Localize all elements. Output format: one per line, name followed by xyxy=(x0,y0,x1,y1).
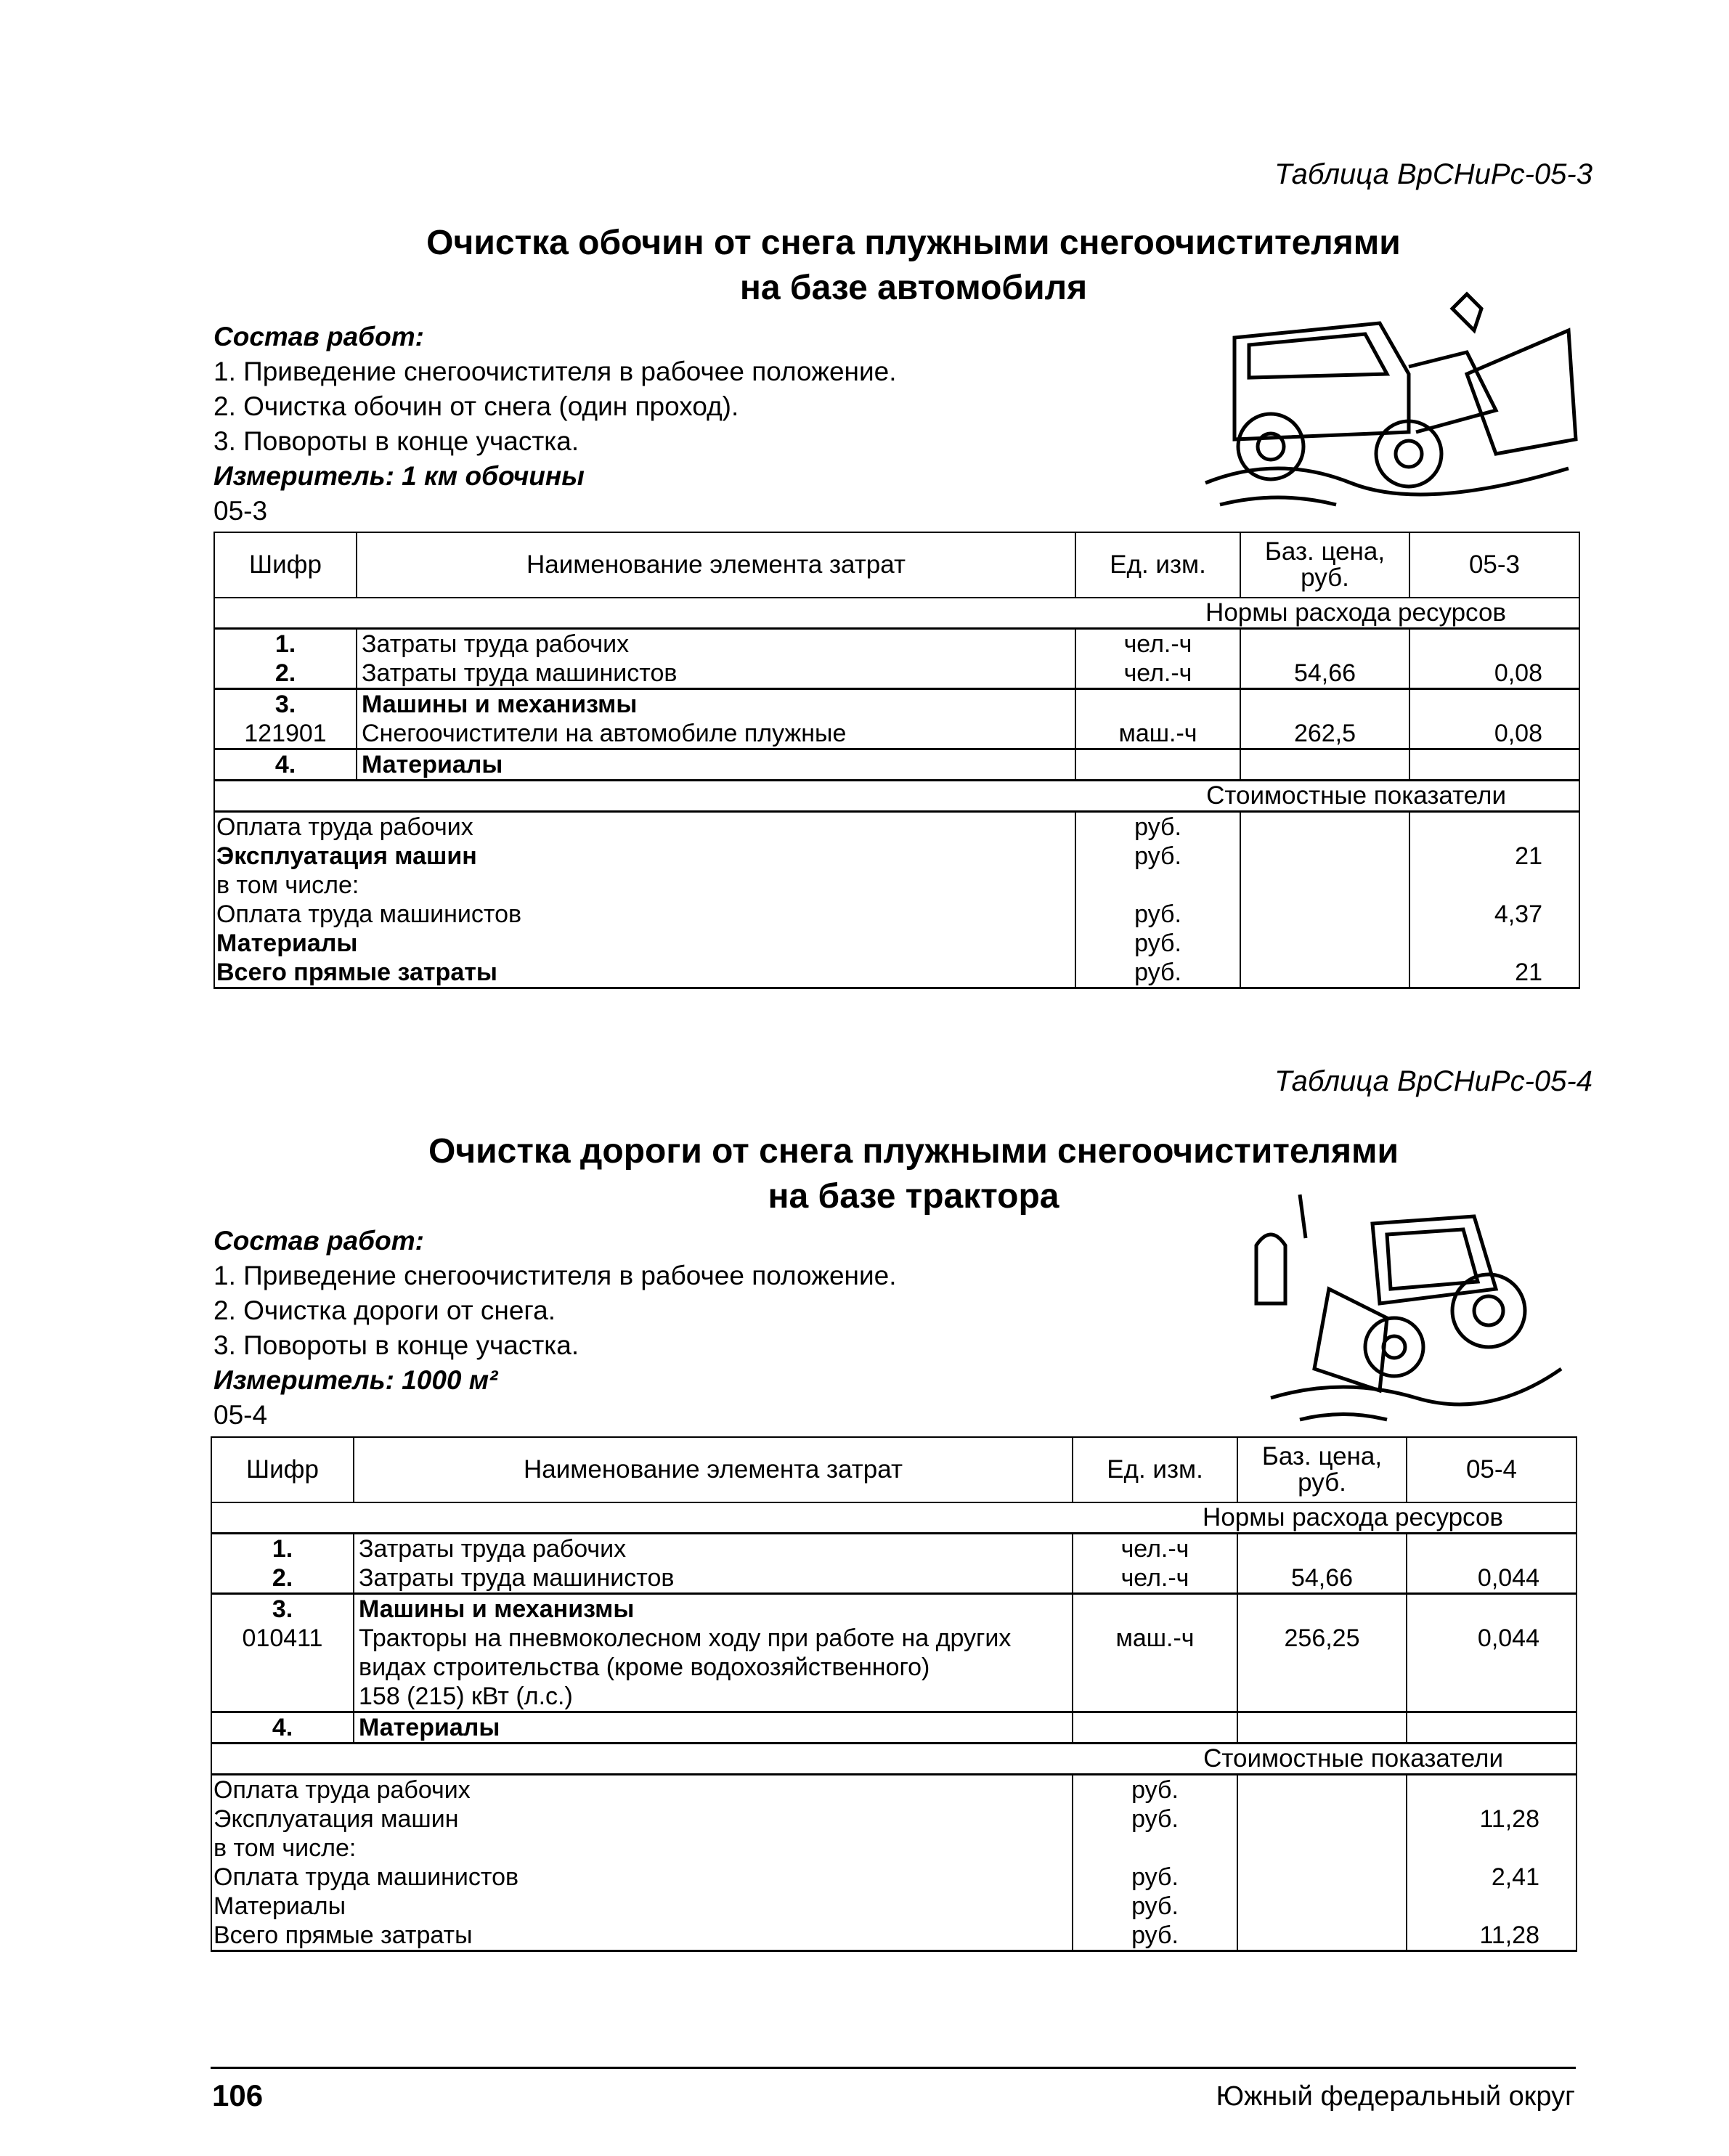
table-row xyxy=(214,842,1579,871)
resource-code: 010411 xyxy=(211,1624,354,1712)
table-row xyxy=(214,749,1579,781)
cost-name: Эксплуатация машин xyxy=(211,1805,1073,1834)
header-name: Наименование элемента затрат xyxy=(354,1437,1073,1502)
cost-name: Оплата труда машинистов xyxy=(211,1863,1073,1892)
resource-code: 3. xyxy=(214,689,357,720)
header-name: Наименование элемента затрат xyxy=(357,532,1075,598)
table-row xyxy=(211,1534,1577,1564)
table-row xyxy=(211,1834,1577,1863)
cost-unit: руб. xyxy=(1075,842,1240,871)
cost-price-empty xyxy=(1237,1775,1407,1805)
norms-band-label: Нормы расхода ресурсов xyxy=(214,598,1579,629)
cost-price-empty xyxy=(1237,1834,1407,1863)
resource-unit: чел.-ч xyxy=(1073,1563,1237,1594)
cost-price-empty xyxy=(1240,871,1409,900)
meter: Измеритель: 1 км обочины xyxy=(213,461,585,491)
table-row xyxy=(211,1624,1577,1712)
cost-value: 21 xyxy=(1409,842,1579,871)
table-row xyxy=(211,1921,1577,1951)
meter: Измеритель: 1000 м² xyxy=(213,1365,498,1395)
table-row xyxy=(214,812,1579,842)
resource-unit xyxy=(1073,1712,1237,1744)
resource-name: Снегоочистители на автомобиле плужные xyxy=(357,719,1075,749)
cost-unit xyxy=(1073,1834,1237,1863)
resource-unit: чел.-ч xyxy=(1075,629,1240,659)
table-row xyxy=(214,689,1579,720)
resource-price: 262,5 xyxy=(1240,719,1409,749)
resource-unit xyxy=(1073,1594,1237,1624)
cost-unit: руб. xyxy=(1075,929,1240,958)
cost-price-empty xyxy=(1237,1805,1407,1834)
cost-value xyxy=(1409,871,1579,900)
cost-value xyxy=(1407,1892,1577,1921)
cost-price-empty xyxy=(1237,1863,1407,1892)
table-row xyxy=(214,629,1579,659)
page-number: 106 xyxy=(212,2078,264,2112)
resource-value xyxy=(1407,1594,1577,1624)
cost-name: в том числе: xyxy=(214,871,1075,900)
cost-price-empty xyxy=(1237,1892,1407,1921)
resource-value xyxy=(1407,1712,1577,1744)
cost-name: Всего прямые затраты xyxy=(211,1921,1073,1951)
snowplow-truck-illustration xyxy=(1191,287,1583,519)
composition-item: 3. Повороты в конце участка. xyxy=(213,426,579,456)
cost-band-label: Стоимостные показатели xyxy=(214,781,1579,812)
resource-code: 121901 xyxy=(214,719,357,749)
table-row xyxy=(214,659,1579,689)
resource-value: 0,08 xyxy=(1409,659,1579,689)
resource-price xyxy=(1237,1712,1407,1744)
title-line: Очистка дороги от снега плужными снегоочистителями xyxy=(428,1132,1399,1171)
cost-value: 11,28 xyxy=(1407,1805,1577,1834)
cost-value: 21 xyxy=(1409,958,1579,988)
table-row xyxy=(211,1892,1577,1921)
cost-name: Всего прямые затраты xyxy=(214,958,1075,988)
cost-unit: руб. xyxy=(1073,1863,1237,1892)
cost-unit: руб. xyxy=(1073,1921,1237,1951)
cost-unit: руб. xyxy=(1075,958,1240,988)
cost-value: 4,37 xyxy=(1409,900,1579,929)
resource-value xyxy=(1407,1534,1577,1564)
table-row xyxy=(211,1712,1577,1744)
cost-price-empty xyxy=(1237,1921,1407,1951)
resource-price xyxy=(1237,1534,1407,1564)
norms-band-label: Нормы расхода ресурсов xyxy=(211,1502,1577,1534)
table-row xyxy=(211,1502,1577,1534)
resource-name: Тракторы на пневмоколесном ходу при работе на других видах строительства (кроме водохозяйственного) 158 (215) кВт (л.с.) xyxy=(354,1624,1073,1712)
resource-price: 256,25 xyxy=(1237,1624,1407,1712)
cost-unit xyxy=(1075,871,1240,900)
table-row xyxy=(214,929,1579,958)
cost-price-empty xyxy=(1240,812,1409,842)
resource-price xyxy=(1240,749,1409,781)
footer-region: Южный федеральный округ xyxy=(1216,2081,1575,2112)
footer-divider xyxy=(211,2067,1576,2069)
cost-name: Эксплуатация машин xyxy=(214,842,1075,871)
cost-value: 2,41 xyxy=(1407,1863,1577,1892)
composition-item: 2. Очистка дороги от снега. xyxy=(213,1295,556,1325)
resource-name: Материалы xyxy=(354,1712,1073,1744)
table-row xyxy=(214,532,1579,598)
resource-value: 0,044 xyxy=(1407,1624,1577,1712)
table-row xyxy=(214,598,1579,629)
cost-unit: руб. xyxy=(1073,1892,1237,1921)
resource-unit: чел.-ч xyxy=(1075,659,1240,689)
cost-unit: руб. xyxy=(1073,1775,1237,1805)
table-row xyxy=(214,900,1579,929)
cost-value xyxy=(1407,1775,1577,1805)
table-label: Таблица ВрСНиРс-05-3 xyxy=(1274,158,1592,190)
resource-name: Машины и механизмы xyxy=(357,689,1075,720)
cost-price-empty xyxy=(1240,929,1409,958)
composition-item: 1. Приведение снегоочистителя в рабочее положение. xyxy=(213,1261,897,1290)
resource-table xyxy=(213,532,1580,989)
title-line: на базе трактора xyxy=(768,1177,1059,1216)
cost-value xyxy=(1409,929,1579,958)
resource-unit xyxy=(1075,749,1240,781)
cost-name: Оплата труда рабочих xyxy=(214,812,1075,842)
resource-price: 54,66 xyxy=(1240,659,1409,689)
cost-value xyxy=(1409,812,1579,842)
resource-price xyxy=(1240,689,1409,720)
title-line: Очистка обочин от снега плужными снегоочистителями xyxy=(426,224,1401,262)
resource-price xyxy=(1237,1594,1407,1624)
resource-unit xyxy=(1075,689,1240,720)
table-row xyxy=(211,1563,1577,1594)
header-code: 05-3 xyxy=(1409,532,1579,598)
header-price: Баз. цена, руб. xyxy=(1240,532,1409,598)
resource-price: 54,66 xyxy=(1237,1563,1407,1594)
cost-unit: руб. xyxy=(1075,812,1240,842)
section-code: 05-4 xyxy=(213,1400,268,1430)
composition-heading: Состав работ: xyxy=(213,1226,424,1256)
table-label: Таблица ВрСНиРс-05-4 xyxy=(1274,1065,1592,1097)
resource-code: 4. xyxy=(214,749,357,781)
cost-unit: руб. xyxy=(1073,1805,1237,1834)
work-composition xyxy=(213,1224,897,1433)
header-unit: Ед. изм. xyxy=(1073,1437,1237,1502)
cost-unit: руб. xyxy=(1075,900,1240,929)
resource-unit: маш.-ч xyxy=(1075,719,1240,749)
resource-code: 2. xyxy=(211,1563,354,1594)
cost-name: Материалы xyxy=(214,929,1075,958)
resource-name: Затраты труда машинистов xyxy=(354,1563,1073,1594)
cost-value xyxy=(1407,1834,1577,1863)
table-row xyxy=(211,1744,1577,1775)
resource-name: Затраты труда рабочих xyxy=(354,1534,1073,1564)
table-row xyxy=(211,1805,1577,1834)
title-line: на базе автомобиля xyxy=(739,269,1088,307)
resource-table xyxy=(211,1436,1577,1952)
table-row xyxy=(211,1775,1577,1805)
resource-unit: маш.-ч xyxy=(1073,1624,1237,1712)
resource-name: Материалы xyxy=(357,749,1075,781)
work-composition xyxy=(213,320,897,529)
resource-code: 4. xyxy=(211,1712,354,1744)
header-shifr: Шифр xyxy=(211,1437,354,1502)
cost-value: 11,28 xyxy=(1407,1921,1577,1951)
composition-item: 2. Очистка обочин от снега (один проход). xyxy=(213,391,739,421)
cost-price-empty xyxy=(1240,958,1409,988)
resource-value: 0,08 xyxy=(1409,719,1579,749)
resource-price xyxy=(1240,629,1409,659)
table-row xyxy=(211,1437,1577,1502)
resource-name: Затраты труда рабочих xyxy=(357,629,1075,659)
resource-value xyxy=(1409,749,1579,781)
cost-price-empty xyxy=(1240,900,1409,929)
section-code: 05-3 xyxy=(213,496,268,526)
table-row xyxy=(214,719,1579,749)
resource-code: 3. xyxy=(211,1594,354,1624)
header-code: 05-4 xyxy=(1407,1437,1577,1502)
table-row xyxy=(214,871,1579,900)
snowplow-tractor-illustration xyxy=(1213,1180,1590,1431)
cost-band-label: Стоимостные показатели xyxy=(211,1744,1577,1775)
resource-value xyxy=(1409,629,1579,659)
cost-name: Оплата труда машинистов xyxy=(214,900,1075,929)
cost-name: Материалы xyxy=(211,1892,1073,1921)
header-unit: Ед. изм. xyxy=(1075,532,1240,598)
resource-name: Машины и механизмы xyxy=(354,1594,1073,1624)
header-shifr: Шифр xyxy=(214,532,357,598)
resource-name: Затраты труда машинистов xyxy=(357,659,1075,689)
composition-item: 1. Приведение снегоочистителя в рабочее положение. xyxy=(213,357,897,386)
composition-item: 3. Повороты в конце участка. xyxy=(213,1330,579,1360)
cost-name: Оплата труда рабочих xyxy=(211,1775,1073,1805)
table-row xyxy=(211,1594,1577,1624)
table-row xyxy=(211,1863,1577,1892)
table-row xyxy=(214,781,1579,812)
resource-code: 2. xyxy=(214,659,357,689)
resource-value: 0,044 xyxy=(1407,1563,1577,1594)
resource-code: 1. xyxy=(214,629,357,659)
resource-value xyxy=(1409,689,1579,720)
resource-code: 1. xyxy=(211,1534,354,1564)
composition-heading: Состав работ: xyxy=(213,322,424,351)
header-price: Баз. цена, руб. xyxy=(1237,1437,1407,1502)
cost-name: в том числе: xyxy=(211,1834,1073,1863)
table-row xyxy=(214,958,1579,988)
cost-price-empty xyxy=(1240,842,1409,871)
resource-unit: чел.-ч xyxy=(1073,1534,1237,1564)
